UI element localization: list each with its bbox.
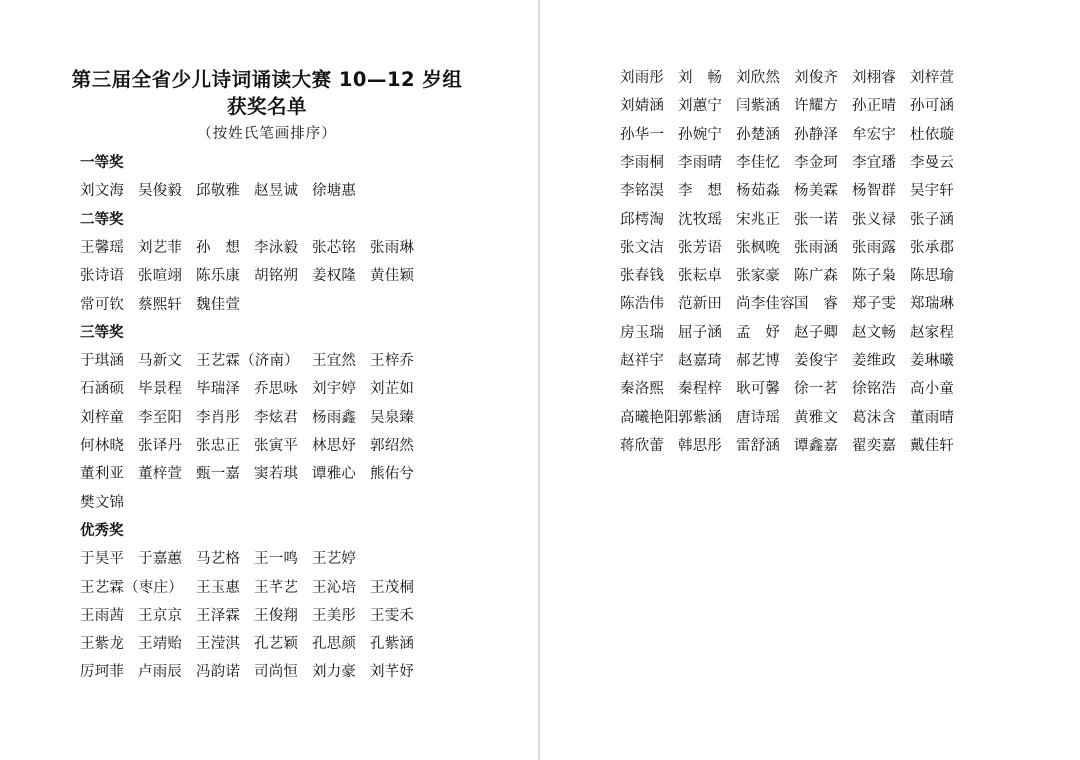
name-entry: 何林晓: [80, 438, 125, 454]
name-entry: 王芊艺: [254, 579, 299, 596]
name-entry: 马艺格: [196, 551, 241, 568]
name-entry: 郝艺博: [736, 353, 781, 369]
name-entry: 刘俊齐: [794, 70, 839, 86]
name-entry: 张芳语: [678, 239, 723, 256]
name-entry: 毕瑞泽: [196, 381, 241, 398]
name-entry: 张春钱: [620, 268, 665, 285]
name-entry: 刘力豪: [312, 664, 357, 681]
name-entry: 张忠正: [196, 438, 241, 454]
name-entry: 于嘉蕙: [138, 551, 183, 568]
name-entry: 徐一茗: [794, 381, 839, 398]
name-entry: 卢雨辰: [138, 664, 183, 681]
name-entry: 邱敬雅: [196, 183, 241, 200]
name-entry: 赵祥宇: [620, 353, 665, 369]
name-entry: 孙华一: [620, 126, 665, 143]
name-entry: 陈广森: [794, 268, 839, 285]
name-entry: 刘欣然: [736, 70, 781, 86]
name-entry: 蒋欣蕾: [620, 437, 665, 454]
name-entry: 石涵硕: [80, 381, 125, 398]
name-entry: 黄佳颖: [370, 268, 415, 285]
name-entry: 董雨晴: [910, 409, 955, 426]
name-entry: 范新田: [678, 296, 723, 313]
name-entry: 张子涵: [910, 211, 955, 228]
name-entry: 王艺霖（济南）: [196, 353, 299, 370]
name-entry: 张雨琳: [370, 239, 415, 256]
name-entry: 熊佑兮: [370, 466, 415, 483]
name-entry: 杨雨鑫: [312, 409, 357, 426]
name-entry: 刘文海: [80, 183, 125, 200]
name-entry: 王茂桐: [370, 579, 415, 596]
name-entry: 厉珂菲: [80, 664, 125, 681]
name-entry: 房玉瑞: [620, 324, 665, 341]
name-entry: 谭鑫嘉: [794, 437, 839, 454]
name-entry: 牟宏宇: [852, 126, 897, 143]
name-entry: 王沁培: [312, 579, 357, 596]
name-entry: 翟奕嘉: [852, 437, 897, 454]
name-entry: 雷舒涵: [736, 437, 781, 454]
name-entry: 刘栩睿: [852, 70, 897, 86]
name-entry: 姜俊宇: [794, 353, 839, 369]
name-entry: 张家豪: [736, 268, 781, 285]
name-entry: 杨智群: [852, 183, 897, 200]
name-entry: 姜琳曦: [910, 353, 955, 369]
name-entry: 王雯禾: [370, 607, 415, 624]
name-entry: 孙静泽: [794, 126, 839, 143]
name-entry: 魏佳萱: [196, 296, 241, 313]
name-entry: 孟 妤: [736, 324, 781, 341]
name-entry: 张暄翊: [138, 268, 183, 285]
name-entry: 李雨桐: [620, 154, 665, 171]
name-entry: 甄一嘉: [196, 466, 241, 483]
name-entry: 窦若琪: [254, 466, 299, 483]
name-entry: 张承郡: [910, 239, 955, 256]
name-entry: 孙正晴: [852, 98, 897, 115]
name-entry: 吴宇轩: [910, 183, 955, 200]
name-entry: 赵子卿: [794, 324, 839, 341]
name-entry: 孙可涵: [910, 98, 955, 115]
name-entry: 常可钦: [80, 296, 125, 313]
name-entry: 国 睿: [794, 296, 839, 313]
name-entry: 闫紫涵: [736, 98, 781, 115]
name-entry: 陈乐康: [196, 268, 241, 285]
document-title-line-2: 获奖名单: [226, 95, 307, 118]
name-entry: 王馨瑶: [80, 239, 125, 256]
name-entry: 张诗语: [80, 268, 125, 285]
name-entry: 王艺霖（枣庄）: [80, 579, 183, 596]
name-entry: 王梓乔: [370, 353, 415, 370]
name-entry: 宋兆正: [736, 211, 781, 228]
name-entry: 秦洛熙: [620, 381, 665, 398]
name-entry: 刘芷如: [370, 381, 415, 398]
name-entry: 陈浩伟: [620, 296, 665, 313]
name-entry: 张寅平: [254, 438, 299, 454]
right-page: [540, 0, 1080, 760]
name-entry: 赵文畅: [852, 324, 897, 341]
name-entry: 郑子雯: [852, 296, 897, 313]
name-entry: 张耘卓: [678, 268, 723, 285]
name-entry: 高曦艳阳: [620, 409, 679, 426]
name-entry: 董利亚: [80, 466, 125, 483]
name-entry: 蔡熙轩: [138, 296, 183, 313]
name-entry: 尚李佳容: [736, 296, 795, 313]
name-entry: 徐铭浩: [852, 381, 897, 398]
name-entry: 邱樗淘: [620, 211, 665, 228]
name-entry: 董梓萱: [138, 466, 183, 483]
name-entry: 冯韵诺: [196, 664, 241, 681]
name-entry: 赵昱诚: [254, 183, 299, 200]
name-entry: 耿可馨: [736, 381, 781, 398]
document-title-line-1: 第三届全省少儿诗词诵读大赛 10—12 岁组: [71, 68, 463, 91]
name-entry: 刘蕙宁: [678, 98, 723, 115]
name-entry: 李雨晴: [678, 154, 723, 171]
name-entry: 孙楚涵: [736, 126, 781, 143]
name-entry: 樊文锦: [80, 494, 125, 511]
name-entry: 王宜然: [312, 353, 357, 370]
name-entry: 王靖贻: [138, 636, 183, 653]
name-entry: 张文洁: [620, 239, 665, 256]
name-entry: 郭绍然: [370, 438, 415, 454]
name-entry: 许耀方: [794, 98, 839, 115]
name-entry: 郭紫涵: [678, 409, 723, 426]
name-entry: 赵嘉琦: [678, 353, 723, 369]
name-entry: 张枫晚: [736, 239, 781, 256]
name-entry: 张译丹: [138, 438, 183, 454]
name-entry: 李炫君: [254, 409, 299, 426]
name-entry: 李铭淏: [620, 183, 665, 200]
name-entry: 王美彤: [312, 607, 357, 624]
name-entry: 葛沫含: [852, 409, 897, 426]
name-entry: 吴泉臻: [370, 409, 415, 426]
name-entry: 于琪涵: [80, 353, 125, 370]
name-entry: 林思妤: [312, 438, 357, 454]
name-entry: 陈子枭: [852, 268, 897, 285]
name-entry: 杨美霖: [794, 183, 839, 200]
name-entry: 杜依璇: [910, 126, 955, 143]
name-entry: 陈思瑜: [910, 268, 955, 285]
name-entry: 徐塘惠: [312, 183, 357, 200]
name-entry: 李肖彤: [196, 409, 241, 426]
name-entry: 王泽霖: [196, 607, 241, 624]
name-entry: 唐诗瑶: [736, 409, 781, 426]
name-entry: 张一诺: [794, 211, 839, 228]
name-entry: 李至阳: [138, 409, 183, 426]
name-entry: 黄雅文: [794, 409, 839, 426]
name-entry: 刘艺菲: [138, 239, 183, 256]
name-entry: 刘婧涵: [620, 98, 665, 115]
name-entry: 刘芊妤: [370, 664, 415, 681]
name-entry: 李佳忆: [736, 154, 781, 171]
name-entry: 赵家程: [910, 324, 955, 341]
name-entry: 孔思颜: [312, 636, 357, 653]
name-entry: 孙婉宁: [678, 126, 723, 143]
name-entry: 姜维政: [852, 353, 897, 369]
name-entry: 王俊翔: [254, 607, 299, 624]
name-entry: 刘雨彤: [620, 70, 665, 86]
name-entry: 李曼云: [910, 154, 955, 171]
name-entry: 张义禄: [852, 211, 897, 228]
award-level-heading: 优秀奖: [80, 522, 124, 539]
name-entry: 郑瑞琳: [910, 296, 955, 313]
name-entry: 谭雅心: [312, 466, 357, 483]
name-entry: 戴佳轩: [910, 437, 955, 454]
name-entry: 杨茹淼: [736, 183, 781, 200]
name-entry: 刘梓萱: [910, 70, 955, 86]
name-entry: 胡铭朔: [254, 268, 299, 285]
name-entry: 刘梓童: [80, 409, 125, 426]
name-entry: 韩思彤: [678, 437, 723, 454]
name-entry: 王雨茜: [80, 607, 125, 624]
name-entry: 刘宇婷: [312, 381, 357, 398]
name-entry: 张芯铭: [312, 239, 357, 256]
name-entry: 沈牧瑶: [678, 211, 723, 228]
name-entry: 司尚恒: [254, 664, 299, 681]
name-entry: 屈子涵: [678, 324, 723, 341]
name-entry: 李金珂: [794, 154, 839, 171]
left-page: [0, 0, 538, 760]
name-entry: 张雨露: [852, 239, 897, 256]
name-entry: 李 想: [678, 183, 723, 200]
name-entry: 孔紫涵: [370, 636, 415, 653]
name-entry: 刘 畅: [678, 70, 723, 86]
name-entry: 乔思咏: [254, 381, 299, 398]
name-entry: 王玉惠: [196, 579, 241, 596]
name-entry: 李宜璠: [852, 154, 897, 171]
name-entry: 马新文: [138, 353, 183, 370]
award-level-heading: 一等奖: [80, 155, 124, 171]
name-entry: 吴俊毅: [138, 183, 183, 200]
name-entry: 李泳毅: [254, 239, 299, 256]
name-entry: 王艺婷: [312, 551, 357, 568]
name-entry: 高小童: [910, 381, 955, 398]
name-entry: 于昊平: [80, 551, 125, 568]
award-level-heading: 三等奖: [80, 324, 124, 341]
award-level-heading: 二等奖: [80, 211, 124, 228]
name-entry: 王京京: [138, 607, 183, 624]
name-entry: 孙 想: [196, 239, 241, 256]
name-entry: 王滢淇: [196, 636, 241, 653]
name-entry: 王一鸣: [254, 551, 299, 568]
name-entry: 张雨涵: [794, 239, 839, 256]
name-entry: 姜权隆: [312, 268, 357, 285]
name-entry: 毕景程: [138, 381, 183, 398]
name-entry: 王紫龙: [80, 636, 125, 653]
name-entry: 孔艺颖: [254, 636, 299, 653]
sort-order-note: （按姓氏笔画排序）: [197, 126, 337, 142]
name-entry: 秦程梓: [678, 381, 723, 398]
